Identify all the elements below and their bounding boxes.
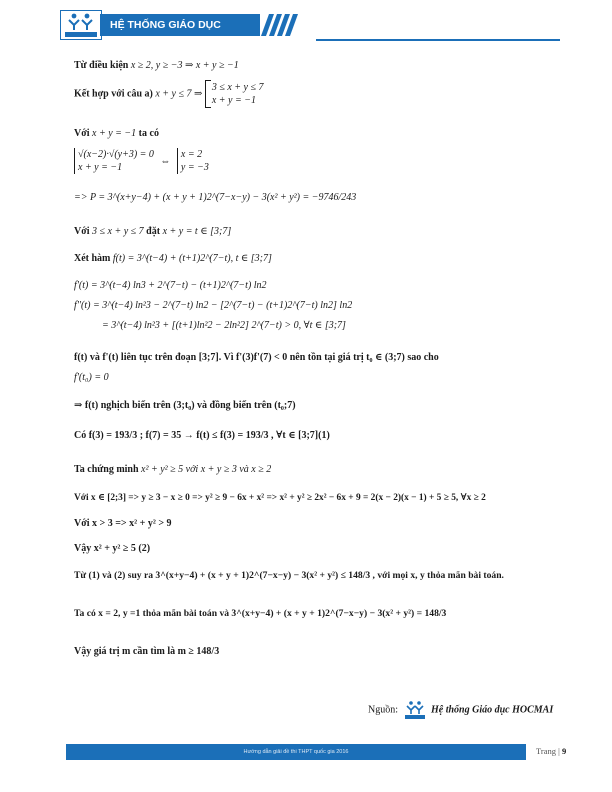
hocmai-logo-icon [403,700,427,720]
case-interval-line: Với x ∈ [2;3] => y ≥ 3 − x ≥ 0 => y² ≥ 9 − 6x + x² => x² + y² ≥ 2x² − 6x + 9 = 2(x − 2)(x − 1) + 5 ≥ 5, ∀x ≥ 2 [74,493,486,503]
continuity-para: f(t) và f'(t) liên tục trên đoạn [3;7]. Vì f'(3)f'(7) < 0 nên tồn tại giá trị t₀ ∈ (3;7) sao cho [74,352,439,363]
text: Từ điều kiện [74,60,129,71]
eq: y = −3 [180,162,209,173]
source-name: Hệ thống Giáo dục HOCMAI [431,704,554,716]
page-separator: | [558,746,560,756]
line-combine [74,80,263,108]
equiv-arrow: ⇔ [160,155,171,167]
page-number-value: 9 [561,746,567,756]
line-substitute [74,226,231,237]
p-value-line: => P = 3^(x+y−4) + (x + y + 1)2^(7−x−y) − 3(x² + y²) = −9746/243 [74,192,357,203]
text: Ta chứng minh [74,464,139,475]
brand-title: HỆ THỐNG GIÁO DỤC HOCMAI [100,14,260,36]
bracket [205,80,211,108]
eq: √(x−2)·√(y+3) = 0 [78,149,154,160]
case-gt3-line: Với x > 3 => x² + y² > 9 [74,518,172,529]
math: 3 ≤ x + y ≤ 7 [92,226,144,237]
line-case-neg [74,128,159,139]
math: f(t) = 3^(t−4) + (t+1)2^(7−t), t ∈ [3;7] [112,253,272,264]
hocmai-logo-icon [60,10,102,40]
line-condition [74,60,239,71]
answer-line: Vậy giá trị m cần tìm là m ≥ 148/3 [74,646,220,657]
combine-line: Từ (1) và (2) suy ra 3^(x+y−4) + (x + y + 1)2^(7−x−y) − 3(x² + y²) ≤ 148/3 , với mọi x, y thỏa mãn bài toán. [74,570,504,581]
system-left [74,148,154,174]
math: x + y = t ∈ [3;7] [162,226,232,237]
text: Với [74,128,90,139]
derivative-1: f'(t) = 3^(t−4) ln3 + 2^(7−t) − (t+1)2^(7−t) ln2 [74,280,267,291]
case-list [212,81,264,107]
root-condition: f'(t₀) = 0 [74,372,109,383]
footer-bar: Hướng dẫn giải đề thi THPT quốc gia 2016 [66,744,526,760]
math: x + y ≤ 7 ⇒ [155,88,203,100]
derivative-2: f''(t) = 3^(t−4) ln²3 − 2^(7−t) ln2 − [2^(7−t) − (t+1)2^(7−t) ln2] ln2 [74,300,353,311]
eq: x = 2 [180,149,203,160]
case: x + y = −1 [211,95,256,106]
text: ta có [138,128,159,139]
line-function [74,253,272,264]
equality-line: Ta có x = 2, y =1 thỏa mãn bài toán và 3^(x+y−4) + (x + y + 1)2^(7−x−y) − 3(x² + y²) = 148/3 [74,608,447,619]
eq: x + y = −1 [78,162,123,173]
bound-line: Có f(3) = 193/3 ; f(7) = 35 → f(t) ≤ f(3) = 193/3 , ∀t ∈ [3;7](1) [74,430,330,441]
page-number [536,746,566,756]
math: x + y = −1 [92,128,137,139]
source-credit [368,700,553,720]
prove-line [74,464,271,475]
page-header [60,10,560,53]
text: Kết hợp với câu a) [74,88,153,100]
page-label: Trang [536,746,556,756]
derivative-2-cont: = 3^(t−4) ln²3 + [(t+1)ln²2 − 2ln²2] 2^(7−t) > 0, ∀t ∈ [3;7] [102,320,346,331]
conclusion-2-line: Vậy x² + y² ≥ 5 (2) [74,543,151,554]
system-right [177,148,209,174]
math: x ≥ 2, y ≥ −3 ⇒ x + y ≥ −1 [130,60,239,71]
text: đặt [146,226,161,237]
source-label: Nguồn: [368,704,398,716]
system-solve [74,148,209,174]
monotonic-line: ⇒ f(t) nghịch biến trên (3;t₀) và đồng biến trên (t₀;7) [74,400,296,411]
case: 3 ≤ x + y ≤ 7 [211,82,264,93]
text: Xét hàm [74,253,111,264]
header-rule [316,39,560,41]
text: Với [74,226,90,237]
math: x² + y² ≥ 5 với x + y ≥ 3 và x ≥ 2 [141,464,272,475]
